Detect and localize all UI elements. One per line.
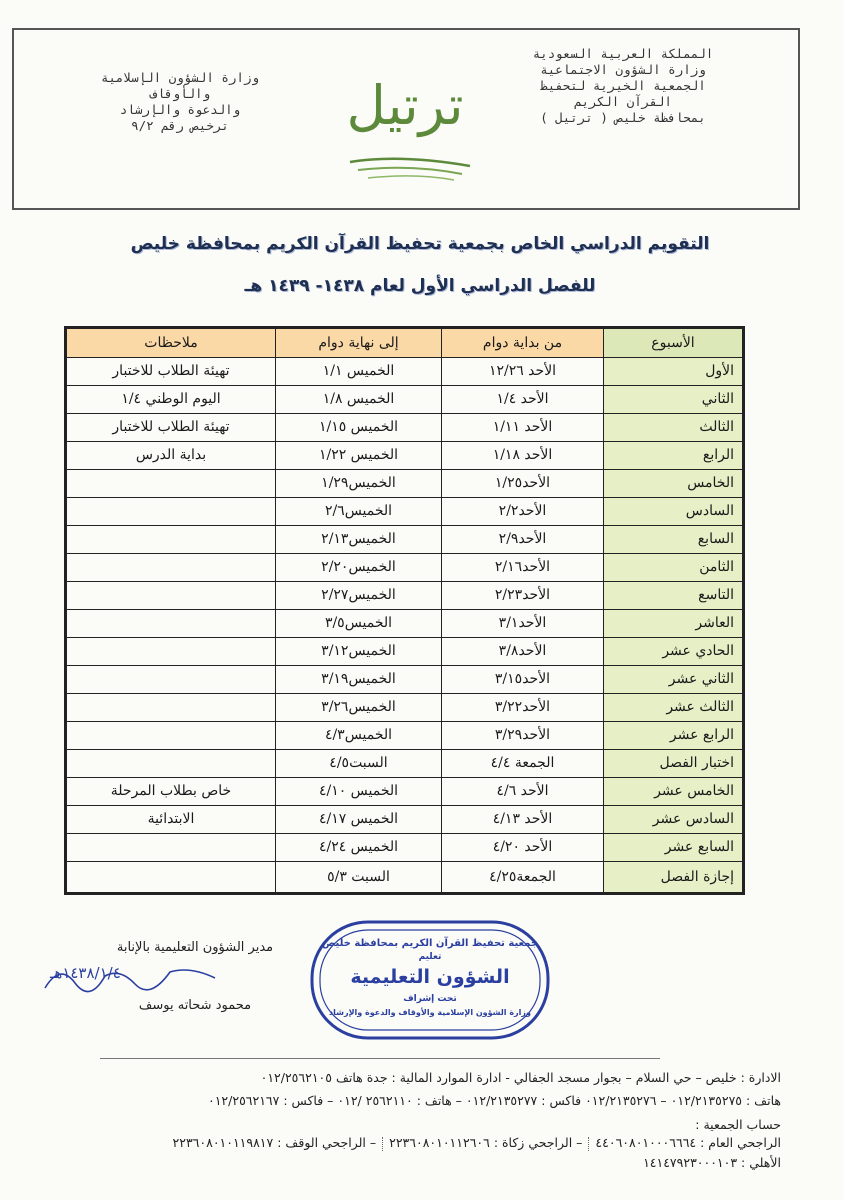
table-row — [66, 582, 744, 610]
to-cell: السبت٤/٥ — [276, 750, 442, 778]
note-cell — [66, 694, 276, 722]
bank-separator — [588, 1137, 589, 1151]
stamp-small-text: تعليم — [418, 952, 442, 962]
stamp-sub-text: تحت إشراف — [403, 994, 457, 1004]
note-cell: بداية الدرس — [66, 442, 276, 470]
header-to: إلى نهاية دوام — [276, 328, 442, 358]
from-cell: الأحد ٤/٦ — [442, 778, 604, 806]
header-from: من بداية دوام — [442, 328, 604, 358]
note-cell — [66, 610, 276, 638]
table-row — [66, 750, 744, 778]
header-right-line-5: بمحافظة خليص ( ترتيل ) — [540, 110, 706, 125]
from-cell: الأحد٣/١ — [442, 610, 604, 638]
note-cell — [66, 834, 276, 862]
header-left-line-1: وزارة الشؤون الإسلامية — [100, 70, 260, 85]
from-cell: الأحد٢/٢٣ — [442, 582, 604, 610]
to-cell: الخميس٤/٣ — [276, 722, 442, 750]
logo-wordmark: ترتيل — [346, 74, 464, 137]
footer-address: الادارة : خليص – حي السلام – بجوار مسجد الجفالي - ادارة الموارد المالية : جدة هاتف ٠١٢/٢٥٦٢١٠٥ — [260, 1070, 781, 1085]
week-cell: الثالث عشر — [604, 694, 744, 722]
header-notes: ملاحظات — [66, 328, 276, 358]
week-cell: الرابع — [604, 442, 744, 470]
header-right-line-2: وزارة الشؤون الاجتماعية — [540, 62, 706, 77]
stamp-top-text: جمعية تحفيظ القرآن الكريم بمحافظة خليص — [321, 938, 539, 949]
week-cell: الثاني — [604, 386, 744, 414]
calendar-table — [64, 326, 745, 895]
logo-swoosh — [330, 70, 480, 190]
header-right-line-4: القرآن الكريم — [574, 94, 672, 109]
from-cell: الأحد٣/١٥ — [442, 666, 604, 694]
table-row — [66, 414, 744, 442]
week-cell: الرابع عشر — [604, 722, 744, 750]
from-cell: الأحد ١/١٨ — [442, 442, 604, 470]
to-cell: السبت ٥/٣ — [276, 862, 442, 894]
header-right-line-3: الجمعية الخيرية لتحفيظ — [540, 78, 706, 93]
footer-phones: هاتف : ٠١٢/٢١٣٥٢٧٥ – ٠١٢/٢١٣٥٢٧٦ فاكس : ٠١٢/٢١٣٥٢٧٧ – هاتف : ٢٥٦٢١١٠ /٠١٢ – فاكس : ٠١٢/٢٥٦٢١٦٧ — [208, 1093, 781, 1108]
signature-name: محمود شحاته يوسف — [138, 998, 252, 1013]
week-cell: السادس — [604, 498, 744, 526]
from-cell: الجمعة ٤/٤ — [442, 750, 604, 778]
footer-account-label: حساب الجمعية : — [695, 1117, 781, 1132]
note-cell — [66, 582, 276, 610]
note-cell — [66, 498, 276, 526]
to-cell: الخميس ٤/١٠ — [276, 778, 442, 806]
to-cell: الخميس ١/١ — [276, 358, 442, 386]
note-cell: تهيئة الطلاب للاختبار — [66, 358, 276, 386]
table-row — [66, 694, 744, 722]
to-cell: الخميس ١/١٥ — [276, 414, 442, 442]
header-left-line-4: ترخيص رقم ٩/٢ — [131, 118, 229, 133]
note-cell: خاص بطلاب المرحلة — [66, 778, 276, 806]
table-row — [66, 638, 744, 666]
table-row — [66, 610, 744, 638]
table-row — [66, 470, 744, 498]
to-cell: الخميس٣/١٢ — [276, 638, 442, 666]
week-cell: الثالث — [604, 414, 744, 442]
from-cell: الأحد ٤/٢٠ — [442, 834, 604, 862]
footer-ahli: الأهلي : ١٤١٤٧٩٢٣٠٠٠١٠٣ — [643, 1155, 781, 1170]
official-stamp — [308, 918, 552, 1042]
to-cell: الخميس٢/٦ — [276, 498, 442, 526]
rajhi-general: الراجحي العام : ٤٤٠٦٠٨٠١٠٠٠٦٦٦٤ — [595, 1135, 781, 1150]
stamp-main-text: الشؤون التعليمية — [350, 966, 510, 988]
table-row — [66, 862, 744, 894]
from-cell: الأحد٢/٢ — [442, 498, 604, 526]
signature-title: مدير الشؤون التعليمية بالإنابة — [116, 940, 274, 955]
note-cell: الابتدائية — [66, 806, 276, 834]
week-cell: الثاني عشر — [604, 666, 744, 694]
from-cell: الأحد ١/٤ — [442, 386, 604, 414]
footer-bank-accounts — [21, 1135, 781, 1151]
to-cell: الخميس١/٢٩ — [276, 470, 442, 498]
week-cell: العاشر — [604, 610, 744, 638]
tarteel-logo — [330, 70, 480, 190]
rajhi-waqf: – الراجحي الوقف : ٢٢٣٦٠٨٠١٠١١٩٨١٧ — [172, 1135, 377, 1150]
header-left-line-3: والدعوة والإرشاد — [119, 102, 241, 117]
table-row — [66, 806, 744, 834]
header-week: الأسبوع — [604, 328, 744, 358]
handwritten-signature — [40, 958, 220, 998]
bank-separator — [382, 1137, 383, 1151]
to-cell: الخميس٣/٥ — [276, 610, 442, 638]
from-cell: الأحد ١٢/٢٦ — [442, 358, 604, 386]
to-cell: الخميس ٤/١٧ — [276, 806, 442, 834]
from-cell: الأحد٣/٨ — [442, 638, 604, 666]
from-cell: الجمعة٤/٢٥ — [442, 862, 604, 894]
week-cell: الخامس عشر — [604, 778, 744, 806]
to-cell: الخميس٢/٢٠ — [276, 554, 442, 582]
week-cell: اختبار الفصل — [604, 750, 744, 778]
header-left-block — [50, 70, 310, 134]
from-cell: الأحد ١/١١ — [442, 414, 604, 442]
to-cell: الخميس ١/٨ — [276, 386, 442, 414]
table-row — [66, 666, 744, 694]
week-cell: الخامس — [604, 470, 744, 498]
to-cell: الخميس٢/١٣ — [276, 526, 442, 554]
header-right-block — [473, 46, 773, 126]
calendar-title: التقويم الدراسي الخاص بجمعية تحفيظ القرآن الكريم بمحافظة خليص — [130, 234, 710, 254]
note-cell — [66, 638, 276, 666]
note-cell: تهيئة الطلاب للاختبار — [66, 414, 276, 442]
from-cell: الأحد٣/٢٢ — [442, 694, 604, 722]
table-row — [66, 778, 744, 806]
note-cell — [66, 554, 276, 582]
footer-divider — [100, 1058, 660, 1059]
to-cell: الخميس٣/٢٦ — [276, 694, 442, 722]
from-cell: الأحد٢/١٦ — [442, 554, 604, 582]
rajhi-zakat: – الراجحي زكاة : ٢٢٣٦٠٨٠١٠١١٢٦٠٦ — [389, 1135, 583, 1150]
week-cell: الحادي عشر — [604, 638, 744, 666]
table-header-row — [66, 328, 744, 358]
table-row — [66, 498, 744, 526]
to-cell: الخميس ١/٢٢ — [276, 442, 442, 470]
table-row — [66, 442, 744, 470]
week-cell: الأول — [604, 358, 744, 386]
note-cell — [66, 666, 276, 694]
table-row — [66, 554, 744, 582]
from-cell: الأحد١/٢٥ — [442, 470, 604, 498]
from-cell: الأحد٢/٩ — [442, 526, 604, 554]
week-cell: السادس عشر — [604, 806, 744, 834]
signature-date: ١٤٣٨/١/٤هـ — [50, 964, 121, 982]
table-row — [66, 834, 744, 862]
to-cell: الخميس٣/١٩ — [276, 666, 442, 694]
to-cell: الخميس ٤/٢٤ — [276, 834, 442, 862]
from-cell: الأحد ٤/١٣ — [442, 806, 604, 834]
week-cell: إجازة الفصل — [604, 862, 744, 894]
week-cell: التاسع — [604, 582, 744, 610]
to-cell: الخميس٢/٢٧ — [276, 582, 442, 610]
table-row — [66, 386, 744, 414]
note-cell — [66, 722, 276, 750]
from-cell: الأحد٣/٢٩ — [442, 722, 604, 750]
note-cell — [66, 470, 276, 498]
calendar-subtitle: للفصل الدراسي الأول لعام ١٤٣٨- ١٤٣٩ هـ — [244, 276, 596, 296]
table-row — [66, 722, 744, 750]
table-row — [66, 526, 744, 554]
note-cell: اليوم الوطني ١/٤ — [66, 386, 276, 414]
week-cell: السابع عشر — [604, 834, 744, 862]
note-cell — [66, 526, 276, 554]
stamp-bottom-text: وزارة الشؤون الإسلامية والأوقاف والدعوة والإرشاد — [329, 1008, 531, 1017]
note-cell — [66, 862, 276, 894]
header-right-line-1: المملكة العربية السعودية — [532, 46, 714, 61]
week-cell: السابع — [604, 526, 744, 554]
table-row — [66, 358, 744, 386]
header-left-line-2: والأوقاف — [149, 86, 211, 101]
week-cell: الثامن — [604, 554, 744, 582]
note-cell — [66, 750, 276, 778]
